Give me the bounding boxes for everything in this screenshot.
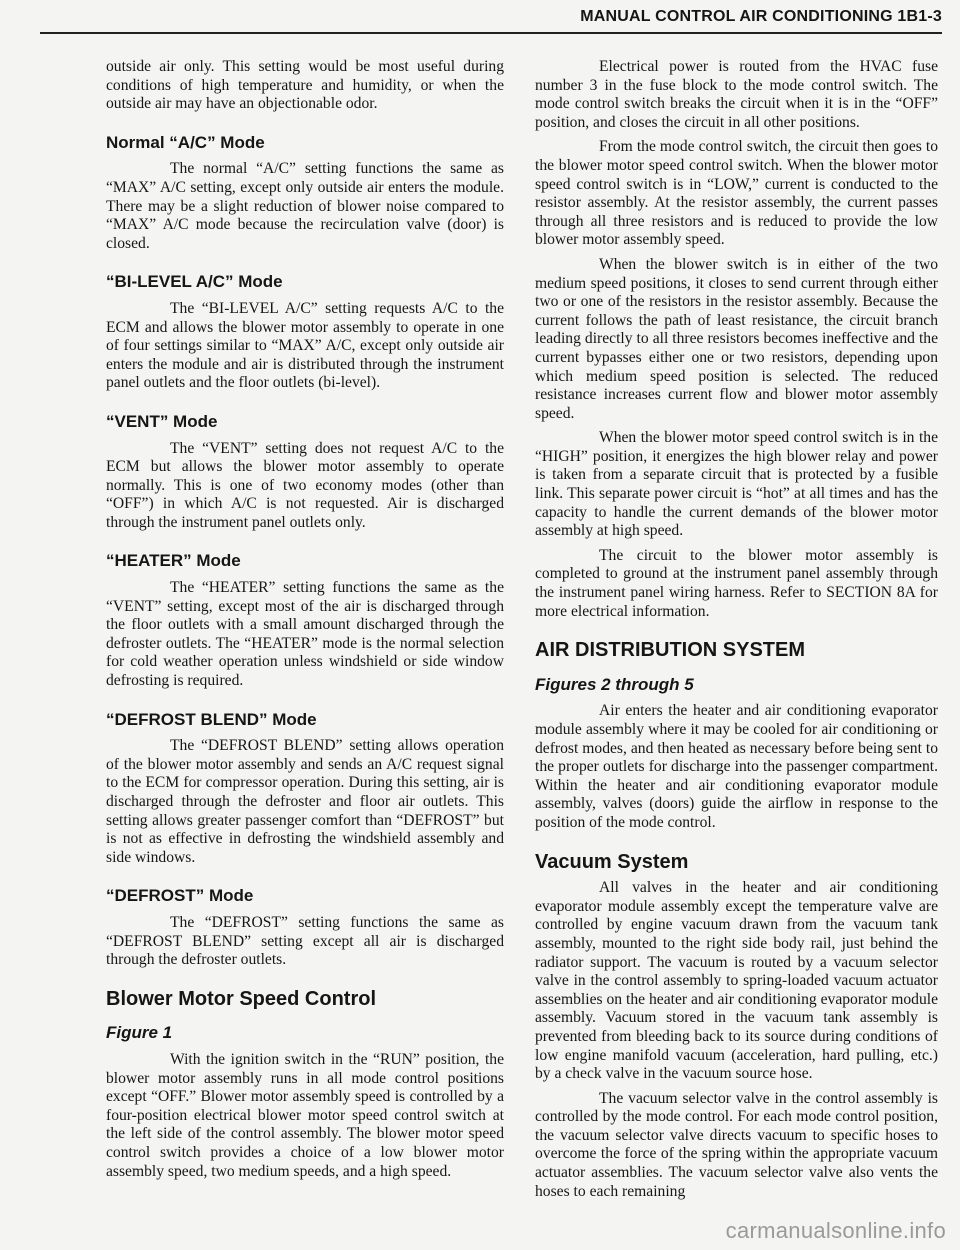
heading-vent-mode: “VENT” Mode <box>106 411 218 431</box>
paragraph-electrical-power: Electrical power is routed from the HVAC fuse number 3 in the fuse block to the mode control switch. The mode control switch breaks the circuit when it is in the “OFF” position, and closes the circuit in all other positions. <box>535 58 938 131</box>
paragraph-air-distribution: Air enters the heater and air conditioning evaporator module assembly where it may be cooled for air conditioning or defrost modes, and then heated as necessary before being sent to the proper outlets for discharge into the passenger compartment. Within the heater and air conditioning evaporator module assembly, valves (doors) guide the airflow in response to the position of the mode control. <box>535 702 938 831</box>
page-header <box>40 4 942 34</box>
heading-heater-mode: “HEATER” Mode <box>106 551 241 571</box>
paragraph-bi-level: The “BI-LEVEL A/C” setting requests A/C to the ECM and allows the blower motor assembly to operate in one of four settings similar to “MAX” A/C, except only outside air enters the module and air is distributed through the instrument panel outlets and the floor outlets (bi-level). <box>106 299 504 392</box>
paragraph-normal-ac: The normal “A/C” setting functions the same as “MAX” A/C setting, except only outside air enters the module. There may be a slight reduction of blower noise compared to “MAX” A/C mode because the recirculation valve (door) is closed. <box>106 160 504 252</box>
paragraph-defrost-blend: The “DEFROST BLEND” setting allows operation of the blower motor assembly and sends an A/C request signal to the ECM for compressor operation. During this setting, air is discharged through the defroster and floor air outlets. This setting allows greater passenger comfort than “DEFROST” but is not as effective in defrosting the windshield assembly and side windows. <box>106 737 504 866</box>
heading-normal-ac-mode: Normal “A/C” Mode <box>106 132 265 152</box>
heading-figure-1: Figure 1 <box>106 1023 173 1043</box>
paragraph-vacuum-1: All valves in the heater and air conditioning evaporator module assembly except the temperature valve are controlled by engine vacuum drawn from the vacuum tank assembly, mounted to the right side body rail, just behind the radiator support. The vacuum is routed by a vacuum selector valve in the control assembly to spring-loaded vacuum actuator assemblies on the heater and air conditioning evaporator module assembly. Vacuum stored in the vacuum tank assembly is prevented from bleeding back to its source during conditions of low engine manifold vacuum (acceleration, hard pulling, etc.) by a check valve in the vacuum source hose. <box>535 879 938 1083</box>
paragraph-ground-circuit: The circuit to the blower motor assembly is completed to ground at the instrument panel assembly through the instrument panel wiring harness. Refer to SECTION 8A for more electrical information. <box>535 546 938 620</box>
paragraph-vent: The “VENT” setting does not request A/C to the ECM but allows the blower motor assembly to operate normally. This is one of two economy modes (other than “OFF”) in which A/C is not requested. Air is discharged through the instrument panel outlets only. <box>106 439 504 531</box>
paragraph-continued: outside air only. This setting would be most useful during conditions of high temperature and humidity, or when the outside air may have an objectionable odor. <box>106 58 504 113</box>
heading-defrost-mode: “DEFROST” Mode <box>106 886 254 906</box>
page-header-title: MANUAL CONTROL AIR CONDITIONING 1B1-3 <box>580 8 942 25</box>
paragraph-high-speed: When the blower motor speed control switch is in the “HIGH” position, it energizes the high blower relay and power is taken from a separate circuit that is protected by a fusible link. This separate power circuit is “hot” at all times and has the capacity to handle the current demands of the blower motor assembly at high speed. <box>535 429 938 540</box>
heading-figures-2-through-5: Figures 2 through 5 <box>535 674 694 694</box>
paragraph-medium-speed: When the blower switch is in either of the two medium speed positions, it closes to send current through either two or one of the resistors in the resistor assembly. Because the current follows the path of least resistance, the circuit branch leading directly to all three resistors becomes ineffective and the current bypasses either one or two resistors, depending upon which medium speed position is selected. The reduced resistance increases current flow and blower motor assembly speed. <box>535 255 938 422</box>
paragraph-mode-control-switch: From the mode control switch, the circuit then goes to the blower motor speed control switch. When the blower motor speed control switch is in “LOW,” current is conducted to the resistor assembly. At the resistor assembly, the current passes through all three resistors and is reduced to provide the low blower motor assembly speed. <box>535 138 938 249</box>
watermark-text: carmanualsonline.info <box>725 1218 946 1243</box>
heading-vacuum-system: Vacuum System <box>535 850 689 873</box>
paragraph-vacuum-2: The vacuum selector valve in the control assembly is controlled by the mode control. For each mode control position, the vacuum selector valve directs vacuum to specific hoses to overcome the force of the spring within the appropriate vacuum actuator assemblies. The vacuum selector valve also vents the hoses to each remaining <box>535 1089 938 1200</box>
heading-defrost-blend-mode: “DEFROST BLEND” Mode <box>106 709 317 729</box>
paragraph-blower: With the ignition switch in the “RUN” position, the blower motor assembly runs in all mode control positions except “OFF.” Blower motor assembly speed is controlled by a four-position electrical blower motor speed control switch at the left side of the control assembly. The blower motor speed control switch provides a choice of a low blower motor assembly speed, two medium speeds, and a high speed. <box>106 1050 504 1180</box>
right-column <box>535 58 938 1207</box>
paragraph-defrost: The “DEFROST” setting functions the same as “DEFROST BLEND” setting except all air is discharged through the defroster outlets. <box>106 913 504 969</box>
paragraph-heater: The “HEATER” setting functions the same as the “VENT” setting, except most of the air is discharged through the floor outlets with a small amount discharged through the defroster outlets. The “HEATER” mode is the normal selection for cold weather operation unless windshield or side window defrosting is required. <box>106 579 504 690</box>
heading-bi-level-mode: “BI-LEVEL A/C” Mode <box>106 272 283 292</box>
heading-air-distribution-system: AIR DISTRIBUTION SYSTEM <box>535 639 806 662</box>
left-column <box>106 58 504 1187</box>
heading-blower-motor-speed-control: Blower Motor Speed Control <box>106 987 376 1010</box>
